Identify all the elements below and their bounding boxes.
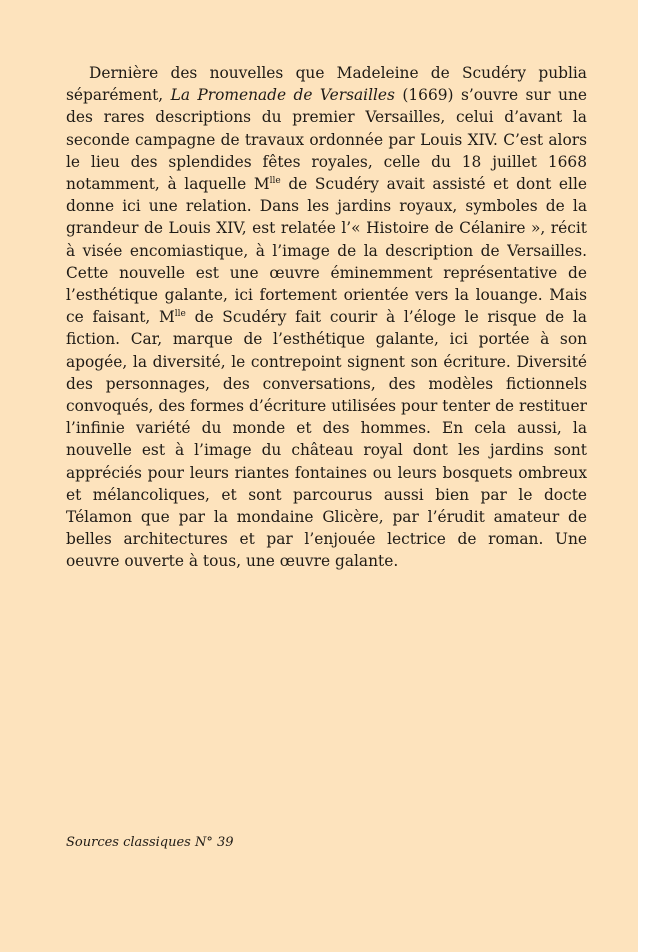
series-label: Sources classiques N° 39 xyxy=(66,835,234,850)
blurb-text: de Scudéry avait assisté et dont elle donne ici une relation. Dans les jardins royaux, symboles de la grandeur de Louis XIV, est relatée l’« Histoire de Célanire », récit à visée encomiastique, à l’image de la description de Versailles. Cette nouvelle est une œuvre éminemment représentative de l’esthétique galante, ici fortement orientée vers la louange. Mais ce faisant, M xyxy=(66,175,587,327)
honorific-superscript: lle xyxy=(174,309,186,320)
blurb-text: (1669) s’ouvre sur une des rares descriptions du premier Versailles, celui d’avant la seconde campagne de travaux ordonnée par Louis XIV. C’est alors le lieu des splendides fêtes royales, celle du 18 juillet 1668 notamment, à laquelle M xyxy=(66,86,587,194)
blurb-paragraph xyxy=(66,62,587,573)
blurb-text: de Scudéry fait courir à l’éloge le risque de la fiction. Car, marque de l’esthétique galante, ici portée à son apogée, la diversité, le contrepoint signent son écriture. Diversité des personnages, des conversations, des modèles fictionnels convoqués, des formes d’écriture utilisées pour tenter de restituer l’infinie variété du monde et des hommes. En cela aussi, la nouvelle est à l’image du château royal dont les jardins sont appréciés pour leurs riantes fontaines ou leurs bosquets ombreux et mélancoliques, et sont parcourus aussi bien par le docte Télamon que par la mondaine Glicère, par l’érudit amateur de belles architectures et par l’enjouée lectrice de roman. Une oeuvre ouverte à tous, une œuvre galante. xyxy=(66,308,587,571)
book-title: La Promenade de Versailles xyxy=(170,86,395,105)
page-edge xyxy=(638,0,650,952)
blurb-text: Dernière des nouvelles que Madeleine de Scudéry publia séparément, xyxy=(66,64,587,105)
honorific-superscript: lle xyxy=(269,176,281,187)
